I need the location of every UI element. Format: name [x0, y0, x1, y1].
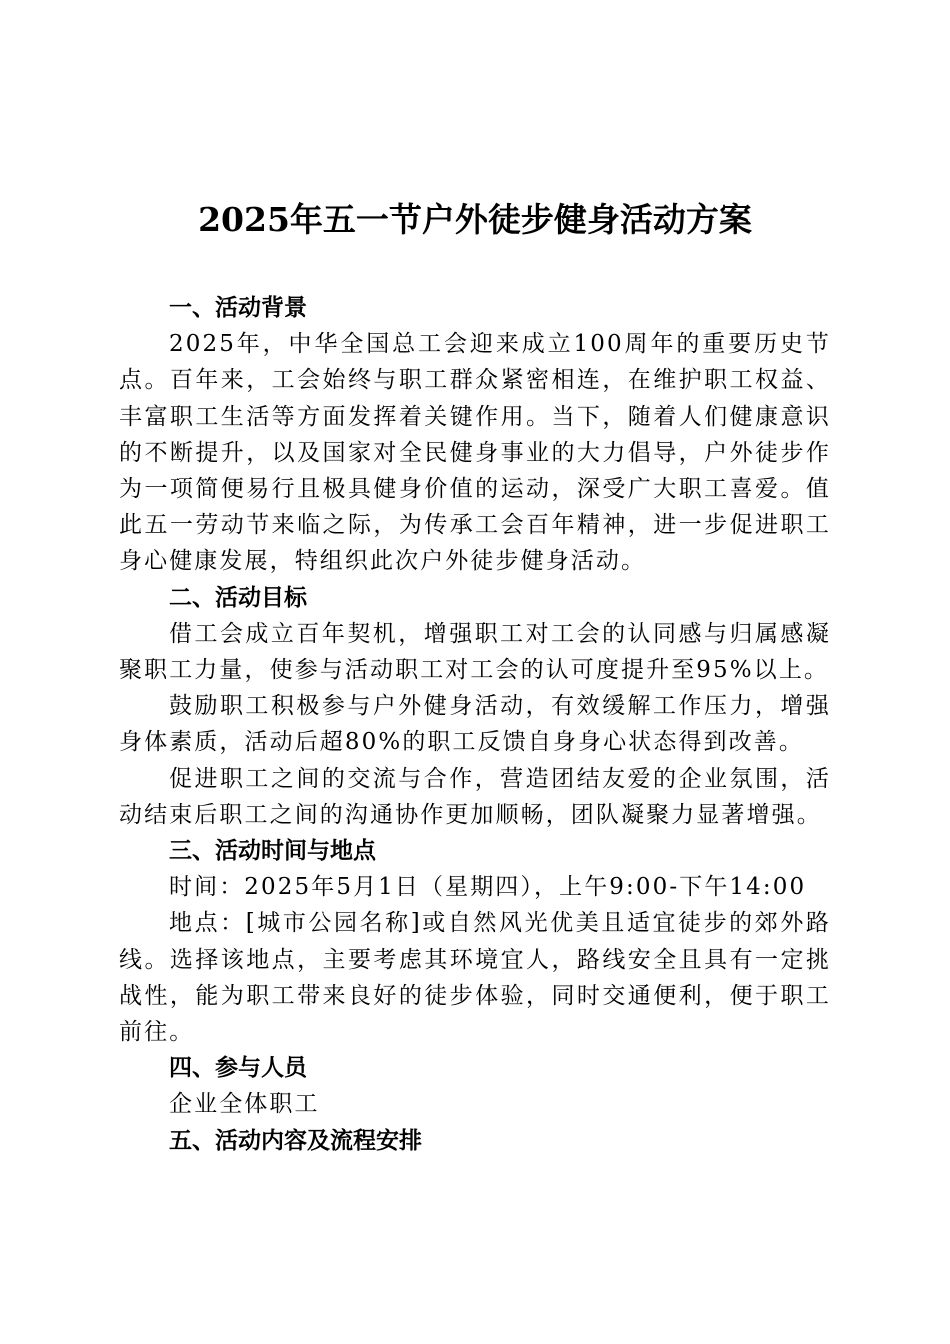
goal-paragraph-3: 促进职工之间的交流与合作，营造团结友爱的企业氛围，活动结束后职工之间的沟通协作更加顺畅，团队凝聚力显著增强。	[119, 765, 831, 828]
section-heading-content-schedule: 五、活动内容及流程安排	[169, 1127, 422, 1154]
document-body	[119, 290, 831, 1159]
goal-paragraph-1: 借工会成立百年契机，增强职工对工会的认同感与归属感凝聚职工力量，使参与活动职工对工会的认可度提升至95%以上。	[119, 620, 831, 684]
goal-paragraph-2: 鼓励职工积极参与户外健身活动，有效缓解工作压力，增强身体素质，活动后超80%的职工反馈自身身心状态得到改善。	[119, 693, 831, 756]
background-paragraph: 2025年，中华全国总工会迎来成立100周年的重要历史节点。百年来，工会始终与职工群众紧密相连，在维护职工权益、丰富职工生活等方面发挥着关键作用。当下，随着人们健康意识的不断提升，以及国家对全民健身事业的大力倡导，户外徒步作为一项简便易行且极具健身价值的运动，深受广大职工喜爱。值此五一劳动节来临之际，为传承工会百年精神，进一步促进职工身心健康发展，特组织此次户外徒步健身活动。	[119, 331, 831, 575]
participants-paragraph: 企业全体职工	[169, 1091, 320, 1118]
section-heading-background: 一、活动背景	[169, 295, 307, 321]
section-heading-time-place: 三、活动时间与地点	[169, 838, 376, 865]
document-title: 2025年五一节户外徒步健身活动方案	[198, 200, 752, 239]
section-heading-participants: 四、参与人员	[169, 1055, 307, 1082]
section-heading-goals: 二、活动目标	[169, 584, 307, 611]
place-paragraph: 地点：[城市公园名称]或自然风光优美且适宜徒步的郊外路线。选择该地点，主要考虑其环境宜人，路线安全且具有一定挑战性，能为职工带来良好的徒步体验，同时交通便利，便于职工前往。	[119, 910, 831, 1046]
time-paragraph: 时间：2025年5月1日（星期四），上午9:00-下午14:00	[169, 874, 807, 901]
